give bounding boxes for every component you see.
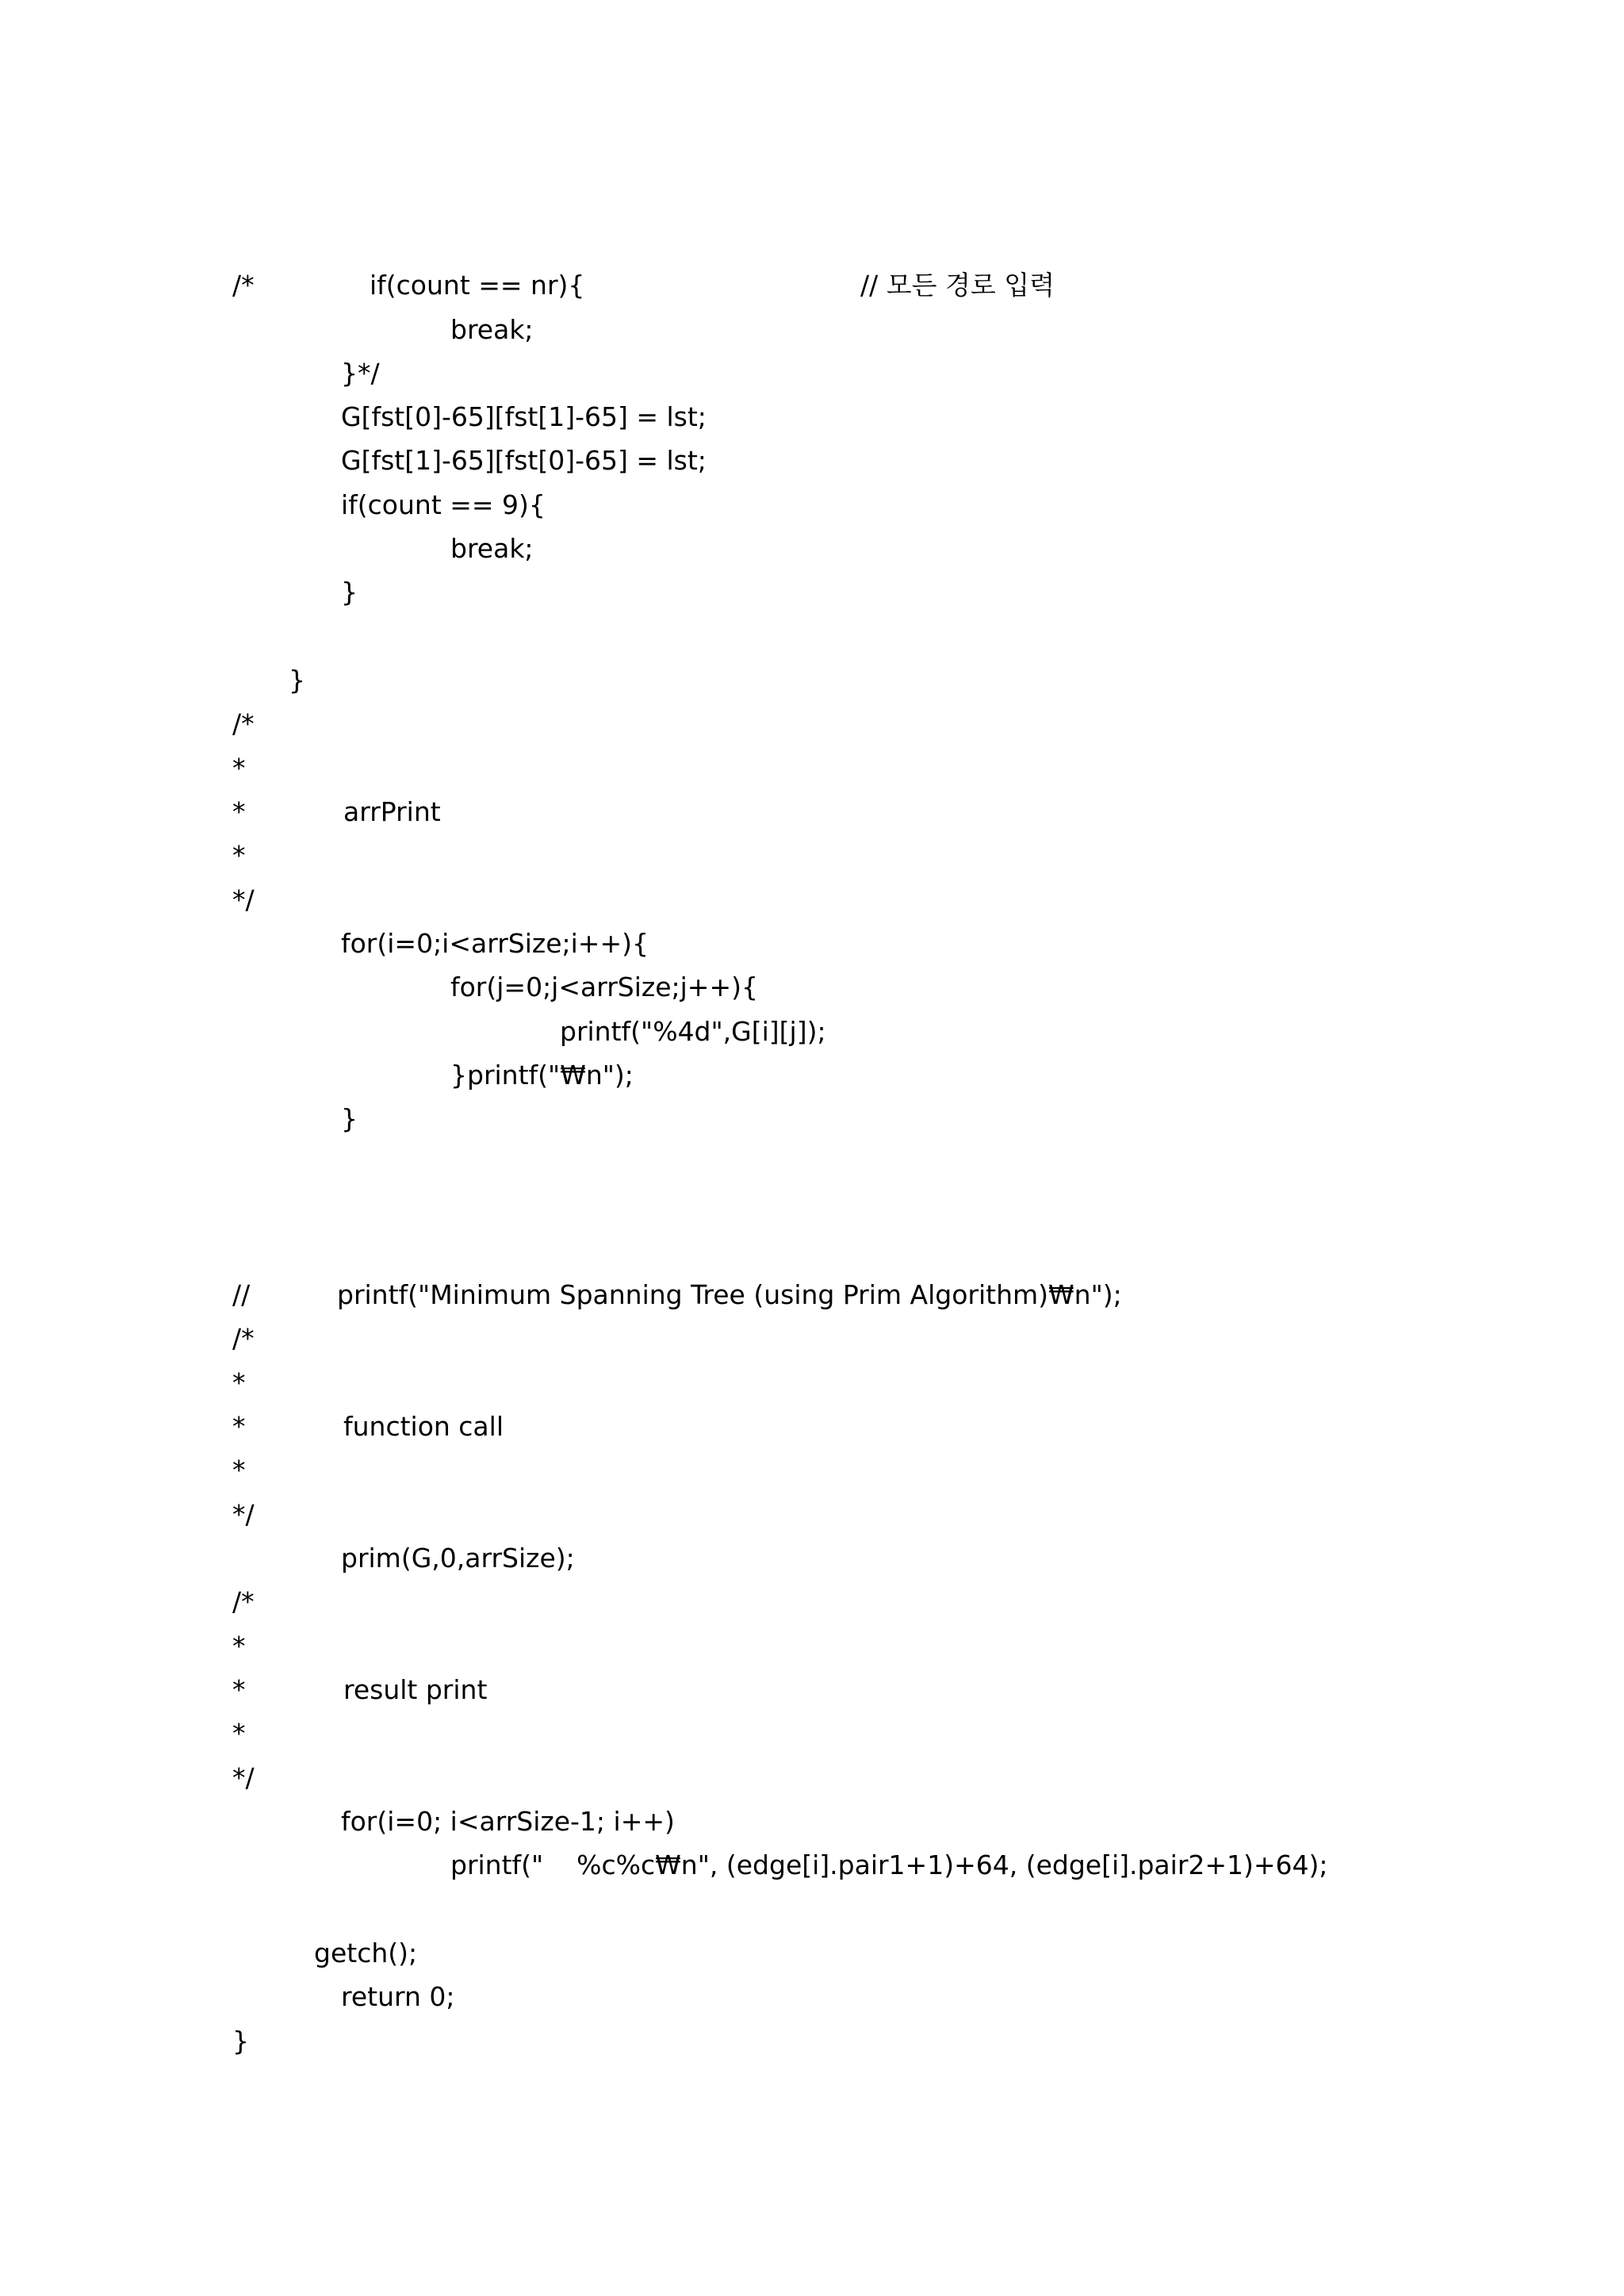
comment-star: *: [232, 1631, 246, 1662]
code-line: [0, 1448, 1624, 1493]
code-line: [0, 746, 1624, 791]
code-line: [0, 1273, 1624, 1317]
code-line: [0, 1097, 1624, 1141]
code-text: for(i=0;i<arrSize;i++){: [341, 928, 649, 959]
code-line: [0, 527, 1624, 571]
code-text: printf(" %c%c₩n", (edge[i].pair1+1)+64, (edge[i].pair2+1)+64);: [450, 1849, 1328, 1880]
comment-star: *: [232, 1718, 246, 1749]
comment-open: /*: [232, 1586, 255, 1617]
code-line: [0, 965, 1624, 1010]
code-line: [0, 1624, 1624, 1669]
code-text: if(count == 9){: [341, 489, 546, 520]
code-line: [0, 1405, 1624, 1449]
code-text: G[fst[1]-65][fst[0]-65] = lst;: [341, 445, 707, 476]
code-line: [0, 439, 1624, 483]
code-line: [0, 483, 1624, 527]
comment-close: */: [232, 884, 255, 915]
code-line: [0, 1317, 1624, 1361]
code-line: [0, 1800, 1624, 1844]
code-text: break;: [450, 314, 534, 345]
code-text: printf("%4d",G[i][j]);: [560, 1016, 826, 1047]
comment-text: result print: [343, 1674, 488, 1705]
code-line: [0, 2019, 1624, 2064]
code-text: }: [232, 2026, 249, 2056]
code-text: for(i=0; i<arrSize-1; i++): [341, 1806, 675, 1837]
code-line: [0, 1053, 1624, 1098]
code-line: [0, 570, 1624, 615]
code-text: if(count == nr){: [370, 270, 585, 301]
code-text: }: [341, 1103, 358, 1134]
comment-text: function call: [343, 1411, 504, 1442]
code-line: [0, 263, 1624, 308]
comment-star: *: [232, 1367, 246, 1398]
code-line: [0, 790, 1624, 834]
code-line: [0, 1010, 1624, 1054]
code-line: [0, 702, 1624, 746]
code-text: G[fst[0]-65][fst[1]-65] = lst;: [341, 401, 707, 432]
line-comment-marker: //: [232, 1279, 251, 1310]
comment-open: /*: [232, 1323, 255, 1354]
code-line: [0, 1361, 1624, 1405]
code-text: }: [289, 665, 305, 696]
code-line: [0, 834, 1624, 878]
code-line: [0, 351, 1624, 396]
code-line: [0, 1756, 1624, 1800]
code-line: [0, 878, 1624, 922]
comment-star: *: [232, 796, 246, 827]
comment-star: *: [232, 1674, 246, 1705]
inline-comment: // 모든 경로 입력: [860, 270, 1055, 301]
comment-star: *: [232, 1411, 246, 1442]
code-text: prim(G,0,arrSize);: [341, 1543, 575, 1573]
code-text: }*/: [341, 358, 380, 389]
code-line: [0, 1580, 1624, 1624]
code-line: [0, 1711, 1624, 1756]
commented-code: printf("Minimum Spanning Tree (using Prim Algorithm)₩n");: [337, 1279, 1122, 1310]
code-line: [0, 1668, 1624, 1712]
code-text: for(j=0;j<arrSize;j++){: [450, 972, 758, 1002]
code-line: [0, 1493, 1624, 1537]
code-text: break;: [450, 533, 534, 564]
comment-star: *: [232, 753, 246, 784]
code-text: }printf("₩n");: [450, 1060, 634, 1091]
code-line: [0, 922, 1624, 966]
comment-open: /*: [232, 708, 255, 739]
comment-close: */: [232, 1762, 255, 1793]
comment-open: /*: [232, 270, 255, 301]
comment-close: */: [232, 1499, 255, 1530]
comment-star: *: [232, 1455, 246, 1485]
code-line: [0, 308, 1624, 352]
comment-text: arrPrint: [343, 796, 441, 827]
code-text: return 0;: [341, 1981, 455, 2012]
code-line: [0, 1536, 1624, 1581]
code-line: [0, 1843, 1624, 1888]
code-line: [0, 658, 1624, 703]
code-line: [0, 1975, 1624, 2019]
code-line: [0, 1931, 1624, 1976]
code-text: }: [341, 577, 358, 608]
comment-star: *: [232, 840, 246, 871]
code-line: [0, 395, 1624, 439]
code-text: getch();: [314, 1938, 418, 1968]
